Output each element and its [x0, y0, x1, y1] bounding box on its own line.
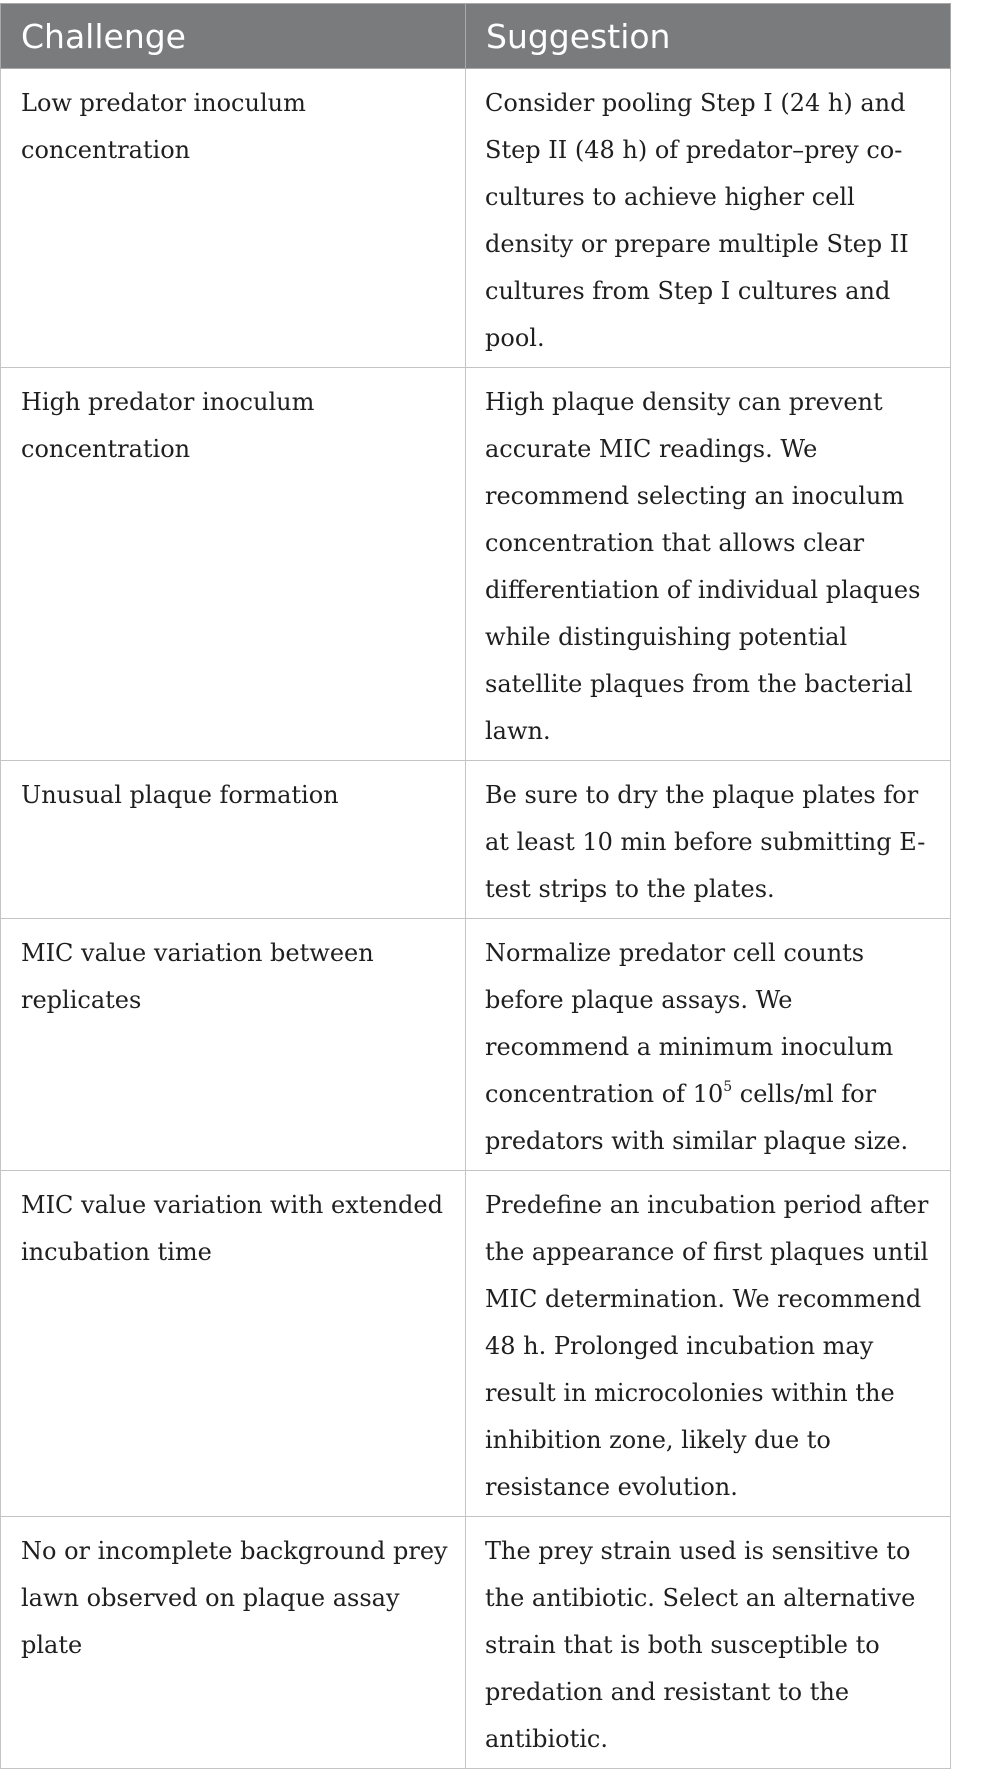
challenge-cell: MIC value variation with extended incubation time	[1, 1171, 466, 1517]
suggestion-cell: Be sure to dry the plaque plates for at least 10 min before submitting E-test strips to the plates.	[466, 761, 951, 919]
table-body	[1, 69, 951, 1769]
challenge-cell: Unusual plaque formation	[1, 761, 466, 919]
challenge-cell: No or incomplete background prey lawn observed on plaque assay plate	[1, 1517, 466, 1769]
header-row	[1, 4, 951, 69]
table-row	[1, 761, 951, 919]
challenge-cell: MIC value variation between replicates	[1, 919, 466, 1171]
table-row	[1, 1517, 951, 1769]
table-header	[1, 4, 951, 69]
suggestion-cell	[466, 919, 951, 1171]
table-row	[1, 69, 951, 368]
header-challenge: Challenge	[1, 4, 466, 69]
table-row	[1, 368, 951, 761]
suggestion-cell: Consider pooling Step I (24 h) and Step II (48 h) of predator–prey co-cultures to achieve higher cell density or prepare multiple Step II cultures from Step I cultures and pool.	[466, 69, 951, 368]
suggestion-text-before: Normalize predator cell counts before plaque assays. We recommend a minimum inoculum concentration of 10	[485, 939, 894, 1108]
superscript-exponent: 5	[723, 1079, 733, 1095]
suggestion-cell: High plaque density can prevent accurate MIC readings. We recommend selecting an inoculum concentration that allows clear differentiation of individual plaques while distinguishing potential satellite plaques from the bacterial lawn.	[466, 368, 951, 761]
suggestion-cell: The prey strain used is sensitive to the antibiotic. Select an alternative strain that is both susceptible to predation and resistant to the antibiotic.	[466, 1517, 951, 1769]
header-suggestion: Suggestion	[466, 4, 951, 69]
troubleshooting-table	[0, 3, 951, 1769]
suggestion-text-after: cells/ml for predators with similar plaque size.	[485, 1080, 909, 1155]
challenge-cell: Low predator inoculum concentration	[1, 69, 466, 368]
suggestion-cell: Predefine an incubation period after the appearance of first plaques until MIC determination. We recommend 48 h. Prolonged incubation may result in microcolonies within the inhibition zone, likely due to resistance evolution.	[466, 1171, 951, 1517]
table-row	[1, 1171, 951, 1517]
challenge-cell: High predator inoculum concentration	[1, 368, 466, 761]
table-row	[1, 919, 951, 1171]
